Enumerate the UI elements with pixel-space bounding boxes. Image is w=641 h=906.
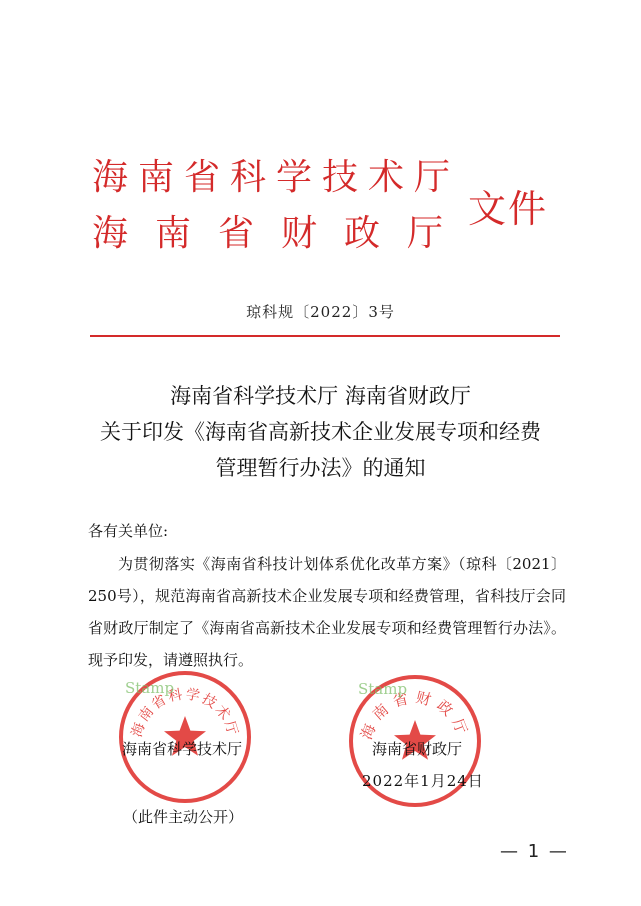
red-divider xyxy=(90,335,560,337)
title-line-1: 海南省科学技术厅 海南省财政厅 xyxy=(170,384,471,408)
seal-left-text: 海南省科学技术厅 xyxy=(129,686,241,740)
title-line-2: 关于印发《海南省高新技术企业发展专项和经费 xyxy=(100,420,541,444)
page-number: — 1 — xyxy=(500,841,569,862)
salutation: 各有关单位: xyxy=(88,522,169,540)
document-type-label: 文件 xyxy=(468,187,549,231)
seal-right-text: 海南省财政厅 xyxy=(357,688,473,743)
document-title xyxy=(0,378,641,486)
stamp-watermark-right: Stamp xyxy=(358,680,408,698)
issue-date: 2022年1月24日 xyxy=(362,772,484,790)
issuer-line-1: 海南省科学技术厅 xyxy=(92,157,461,198)
issuer-line-2: 海南省财政厅 xyxy=(92,213,471,254)
stamp-watermark-left: Stamp xyxy=(125,679,175,697)
public-disclosure-note: （此件主动公开） xyxy=(123,808,244,826)
document-number: 琼科规〔2022〕3号 xyxy=(246,303,395,321)
title-line-3: 管理暂行办法》的通知 xyxy=(215,456,426,480)
signature-right: 海南省财政厅 xyxy=(372,740,463,758)
signature-left: 海南省科学技术厅 xyxy=(122,740,243,758)
body-paragraph: 为贯彻落实《海南省科技计划体系优化改革方案》（琼科〔2021〕250号），规范海南省高新技术企业发展专项和经费管理，省科技厅会同省财政厅制定了《海南省高新技术企业发展专项和经费管理暂行办法》。现予印发，请遵照执行。 xyxy=(88,555,566,669)
